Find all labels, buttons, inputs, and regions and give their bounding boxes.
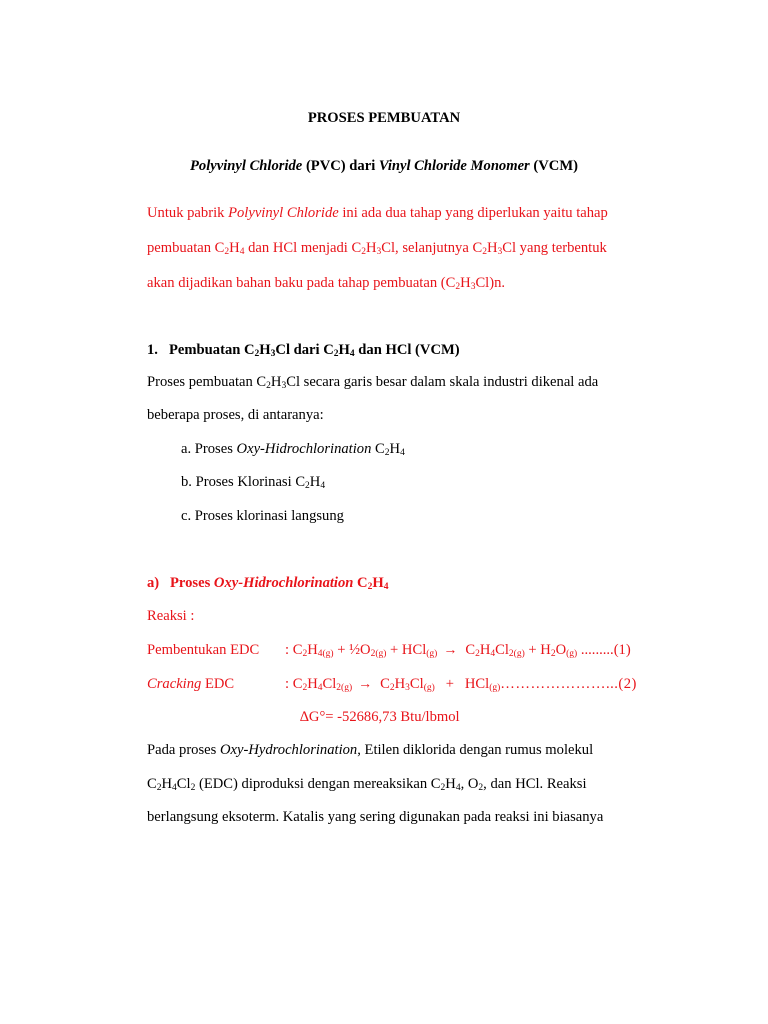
text: Cl — [322, 676, 337, 692]
subscript: 2 — [333, 349, 339, 359]
text: Oxy-Hydrochlorination — [219, 742, 358, 758]
subscript: 2 — [302, 649, 308, 659]
subtitle-part: Vinyl Chloride Monomer — [378, 158, 530, 174]
subscript: 2 — [302, 683, 308, 693]
subscript: 2 — [455, 282, 461, 292]
text: Untuk pabrik — [147, 205, 229, 221]
subscript: 2 — [224, 247, 230, 257]
subscript: 2(g) — [336, 683, 353, 693]
text: H — [229, 240, 240, 256]
text: , Etilen diklorida dengan rumus molekul — [357, 742, 594, 758]
subscript: 4 — [320, 481, 326, 491]
text: H — [389, 441, 401, 457]
subtitle-part: (VCM) — [529, 158, 578, 174]
text: Cl — [409, 676, 424, 692]
subscript: 4 — [455, 783, 461, 793]
text: b. Proses Klorinasi C — [181, 474, 306, 490]
text: H — [365, 240, 377, 256]
delta-g-value: ∆G°= -52686,73 Btu/lbmol — [300, 709, 460, 725]
text: + H — [524, 642, 551, 658]
subscript: 2 — [550, 649, 556, 659]
section-1-para-line-1 — [147, 373, 598, 391]
subscript: 2 — [156, 783, 162, 793]
body-line-3: berlangsung eksoterm. Katalis yang sering digunakan pada reaksi ini biasanya — [147, 809, 604, 825]
subscript: 2 — [367, 582, 373, 592]
subscript: 2 — [440, 783, 446, 793]
subscript: 2(g) — [370, 649, 387, 659]
text: Oxy-Hidrochlorination — [236, 441, 372, 457]
subscript: 2 — [266, 381, 271, 391]
text: H — [445, 776, 456, 792]
text: ini ada dua tahap yang diperlukan yaitu tahap — [338, 205, 608, 221]
subscript: 2 — [190, 783, 196, 793]
subscript: 4 — [490, 649, 496, 659]
subscript: (g) — [566, 649, 578, 659]
subscript: 3 — [281, 381, 287, 391]
section-number: 1. — [147, 342, 158, 358]
text: C — [353, 575, 368, 591]
text: Pada proses — [147, 742, 220, 758]
list-item-b — [181, 473, 325, 491]
text: Pembuatan C — [169, 342, 255, 358]
text: Cl yang terbentuk — [502, 240, 607, 256]
text: Oxy-Hidrochlorination — [213, 575, 354, 591]
text: H — [460, 275, 471, 291]
text: O — [555, 642, 567, 658]
text: pembuatan C — [147, 240, 225, 256]
text: Proses pembuatan C — [147, 374, 267, 390]
text: C — [371, 441, 385, 457]
subscript: 4(g) — [317, 649, 334, 659]
text: Cl — [176, 776, 191, 792]
body-line-2 — [147, 775, 587, 793]
text: H — [270, 374, 282, 390]
reaction-1-label: Pembentukan EDC — [147, 642, 260, 658]
text: H — [259, 342, 271, 358]
subscript: 4 — [383, 582, 389, 592]
subscript: 2 — [475, 649, 480, 659]
subscript: 2 — [361, 247, 366, 257]
section-number: a) — [147, 575, 160, 591]
list-item-a — [181, 440, 405, 458]
subscript: 2(g) — [508, 649, 525, 659]
arrow-right-icon: → — [443, 643, 458, 658]
text: Cl dari C — [275, 342, 334, 358]
text: H — [338, 342, 350, 358]
document-title: PROSES PEMBUATAN — [307, 110, 461, 126]
subscript: 3 — [376, 247, 382, 257]
text: Cl, selanjutnya C — [381, 240, 483, 256]
text: H — [394, 676, 406, 692]
text: (EDC) diproduksi dengan mereaksikan C — [195, 776, 441, 792]
subscript: 2 — [389, 683, 395, 693]
text: akan dijadikan bahan baku pada tahap pembuatan (C — [147, 275, 456, 291]
intro-line-1 — [147, 204, 608, 222]
subscript: (g) — [489, 683, 501, 693]
subtitle-part: (PVC) dari — [302, 158, 379, 174]
text: .........(1) — [577, 642, 631, 658]
text: H — [309, 474, 321, 490]
text: H — [307, 676, 318, 692]
subscript: 2 — [254, 349, 260, 359]
text: dan HCl menjadi C — [244, 240, 362, 256]
subscript: 2 — [305, 481, 310, 491]
text: C — [147, 776, 157, 792]
text: H — [479, 642, 491, 658]
text: + HCl — [386, 642, 427, 658]
text: : C — [285, 642, 303, 658]
subscript: 4 — [400, 448, 405, 458]
text: , dan HCl. Reaksi — [483, 776, 587, 792]
text: C — [380, 676, 390, 692]
text: Proses — [170, 575, 214, 591]
text: Cracking — [147, 676, 202, 692]
subscript: 3 — [405, 683, 410, 693]
body-line-1 — [147, 741, 593, 759]
text: Polyvinyl Chloride — [228, 205, 339, 221]
section-1-heading — [147, 341, 460, 359]
subtitle-part: Polyvinyl Chloride — [190, 158, 303, 174]
subscript: 3 — [497, 247, 503, 257]
subscript: (g) — [423, 683, 435, 693]
text: H — [486, 240, 498, 256]
text: + HCl — [434, 676, 490, 692]
document-subtitle — [0, 157, 768, 175]
reaction-2-label — [147, 675, 234, 693]
text: EDC — [201, 676, 235, 692]
text: : C — [285, 676, 303, 692]
text: , O — [460, 776, 479, 792]
text: a. Proses — [181, 441, 237, 457]
reaksi-label: Reaksi : — [147, 608, 195, 624]
text: H — [307, 642, 318, 658]
intro-line-3 — [147, 274, 505, 292]
subscript: 4 — [317, 683, 323, 693]
reaction-1-equation — [285, 641, 631, 660]
subscript: 2 — [384, 448, 390, 458]
section-1-para-line-2: beberapa proses, di antaranya: — [147, 407, 324, 423]
subscript: 2 — [478, 783, 484, 793]
subsection-a-heading — [147, 574, 388, 592]
subscript: 3 — [470, 282, 476, 292]
subscript: 4 — [349, 349, 355, 359]
text: …………………...(2) — [500, 676, 637, 692]
text: H — [161, 776, 173, 792]
text: + ½O — [333, 642, 371, 658]
subscript: 4 — [172, 783, 177, 793]
reaction-2-equation — [285, 675, 637, 694]
subscript: 2 — [482, 247, 487, 257]
text: dan HCl (VCM) — [354, 342, 460, 358]
text: C — [465, 642, 476, 658]
intro-line-2 — [147, 239, 607, 257]
text: Cl secara garis besar dalam skala industri dikenal ada — [286, 374, 599, 390]
arrow-right-icon: → — [358, 677, 373, 692]
text: Cl — [495, 642, 509, 658]
text: H — [372, 575, 384, 591]
subscript: (g) — [426, 649, 438, 659]
list-item-c: c. Proses klorinasi langsung — [181, 508, 344, 524]
subscript: 4 — [239, 247, 245, 257]
text: Cl)n. — [475, 275, 506, 291]
subscript: 3 — [270, 349, 276, 359]
